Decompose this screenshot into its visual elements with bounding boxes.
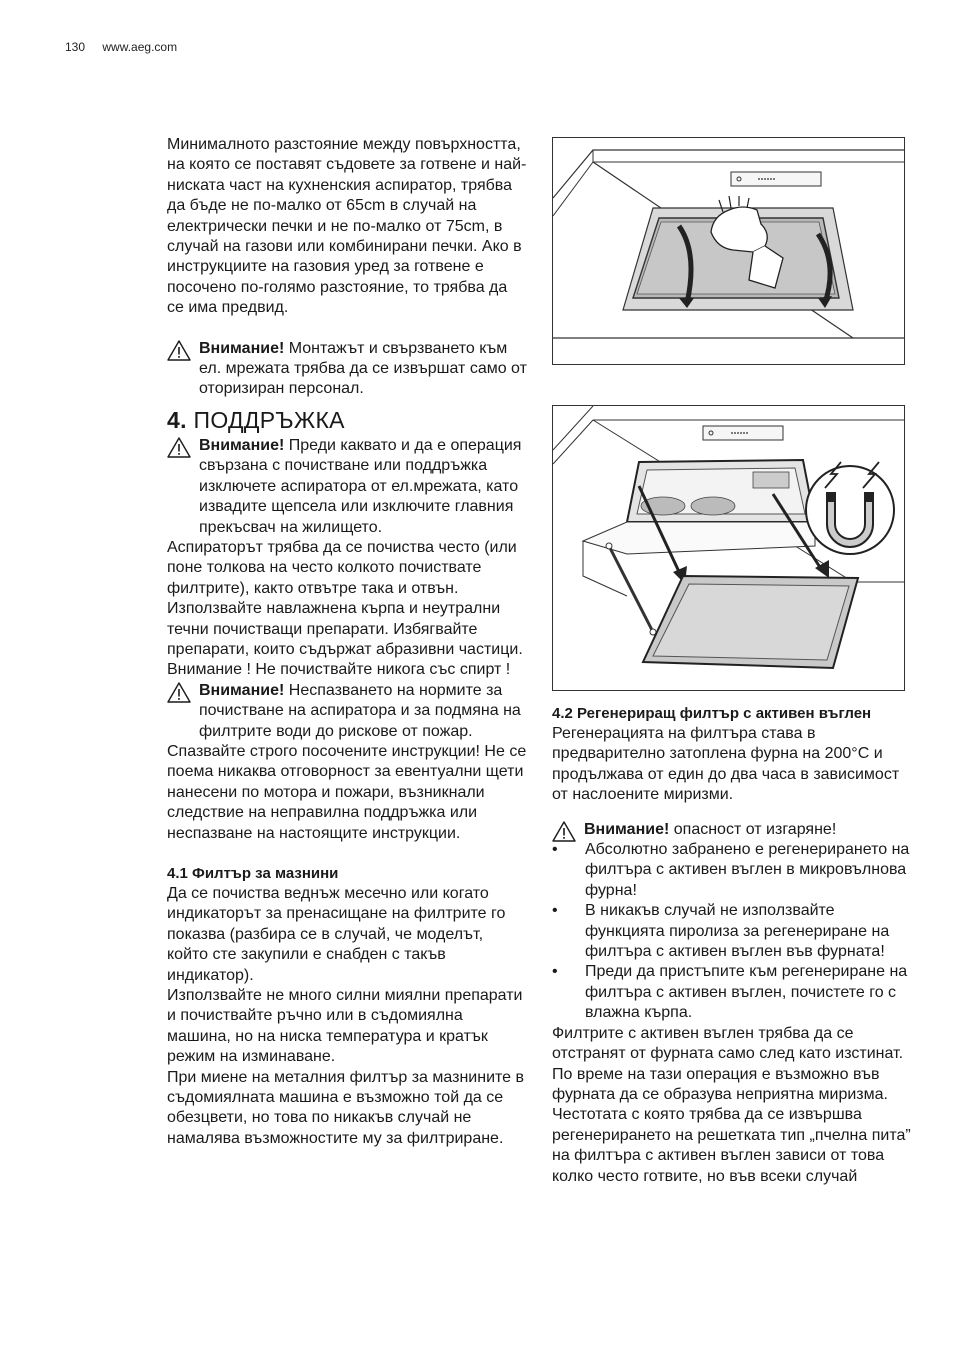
right-column [552, 704, 912, 1187]
site-url: www.aeg.com [102, 40, 178, 54]
subsection-carbon-filter-title: 4.2 Регенериращ филтър с активен въглен [552, 705, 872, 722]
warning-fire-risk [167, 681, 527, 742]
figure-carbon-filter [552, 405, 905, 691]
warning-burn [552, 820, 912, 840]
warning-text: Неспазването на нормите за почистване на аспиратора и за подмяна на филтрите води до рискове от пожар. [199, 681, 521, 740]
grease-filter-paragraph-2: Използвайте не много силни миялни препарати и почиствайте ръчно или в съдомиялна машина, но на ниска температура и кратък режим на изминаване. [167, 987, 523, 1066]
intro-paragraph: Минималното разстояние между повърхността, на която се поставят съдовете за готвене и най-ниската част на кухненския аспиратор, трябва да бъде не по-малко от 65cm в случай на електрически печки и не по-малко от 75cm, в случай на газови или комбинирани печки. Ако в инструкциите на газовия уред за готвене е посочено по-голямо разстояние, то трябва да се има предвид. [167, 136, 527, 317]
warning-label: Внимание! [199, 681, 285, 699]
page-header [65, 40, 177, 54]
closing-paragraph: Филтрите с активен въглен трябва да се отстранят от фурната само след като изстинат. По време на тази операция е възможно във фурната да се образува неприятна миризма. Честотата с която трябва да се извършва регенерирането на решетката тип „пчелна пита” на филтъра с активен въглен зависи от това колко често готвите, но във всеки случай [552, 1024, 911, 1185]
section-title: ПОДДРЪЖКА [186, 406, 345, 433]
warning-text: Преди каквато и да е операция свързана с почистване или поддръжка изключете аспиратора от ел.мрежата, като извадите щепсела или изключите главния прекъсвач на жилището. [199, 436, 522, 536]
list-item: • Абсолютно забранено е регенерирането на филтъра с активен въглен в микровълнова фурна! [552, 841, 910, 899]
warning-triangle-icon [167, 340, 191, 361]
warning-triangle-icon [552, 821, 576, 842]
section-number: 4. [167, 406, 187, 433]
warning-label: Внимание! [199, 339, 285, 357]
left-column [167, 135, 527, 1149]
warning-triangle-icon [167, 682, 191, 703]
warning-text: Монтажът и свързването към ел. мрежата трябва да се извършат само от оторизиран персонал. [199, 339, 527, 398]
page-number: 130 [65, 40, 86, 54]
grease-filter-paragraph-3: При миене на металния филтър за мазнините в съдомиялната машина е възможно той да се обезцвети, но това по никакъв случай не намалява възможностите му за филтриране. [167, 1068, 524, 1147]
section-heading [167, 406, 527, 434]
cleaning-paragraph: Аспираторът трябва да се почиства често (или поне толкова на често колкото почиствате филтрите), както отвътре така и отвън. Използвайте навлажнена кърпа и неутрални течни почистващи препарати. Избягвайте препарати, които съдържат абразивни частици. Внимание ! Не почиствайте никога със спирт ! [167, 538, 523, 679]
grease-filter-paragraph-1: Да се почиства веднъж месечно или когато индикаторът за пренасищане на филтрите го показва (разбира се в случай, че моделът, който сте закупили е снабден с такъв индикатор). [167, 885, 506, 984]
warning-label: Внимание! [199, 436, 285, 454]
warning-triangle-icon [167, 437, 191, 458]
warning-text: опасност от изгаряне! [669, 820, 837, 838]
list-item: • В никакъв случай не използвайте функцията пиролиза за регенериране на филтъра с активен въглен във фурната! [552, 902, 890, 961]
magnet-icon [806, 462, 894, 554]
list-item: • Преди да пристъпите към регенериране на филтъра с активен въглен, почистете го с влажна кърпа. [552, 963, 908, 1022]
regeneration-bullet-list [552, 840, 912, 1024]
liability-paragraph: Спазвайте строго посочените инструкции! Не се поема никаква отговорност за евентуални щети нанесени по мотора и пожари, възникнали следствие на неправилна поддръжка или неспазване на настоящите инструкции. [167, 742, 527, 842]
warning-label: Внимание! [584, 820, 670, 838]
bullet-marker: • [552, 902, 558, 920]
subsection-grease-filter-title: 4.1 Филтър за мазнини [167, 865, 339, 882]
bullet-marker: • [552, 963, 558, 981]
warning-maintenance [167, 436, 527, 538]
bullet-marker: • [552, 841, 558, 859]
warning-installation [167, 339, 527, 400]
carbon-filter-paragraph: Регенерацията на филтъра става в предварително затоплена фурна на 200°C и продължава от един до два часа в зависимост от наслоените миризми. [552, 725, 900, 804]
figure-grease-filter [552, 137, 905, 365]
